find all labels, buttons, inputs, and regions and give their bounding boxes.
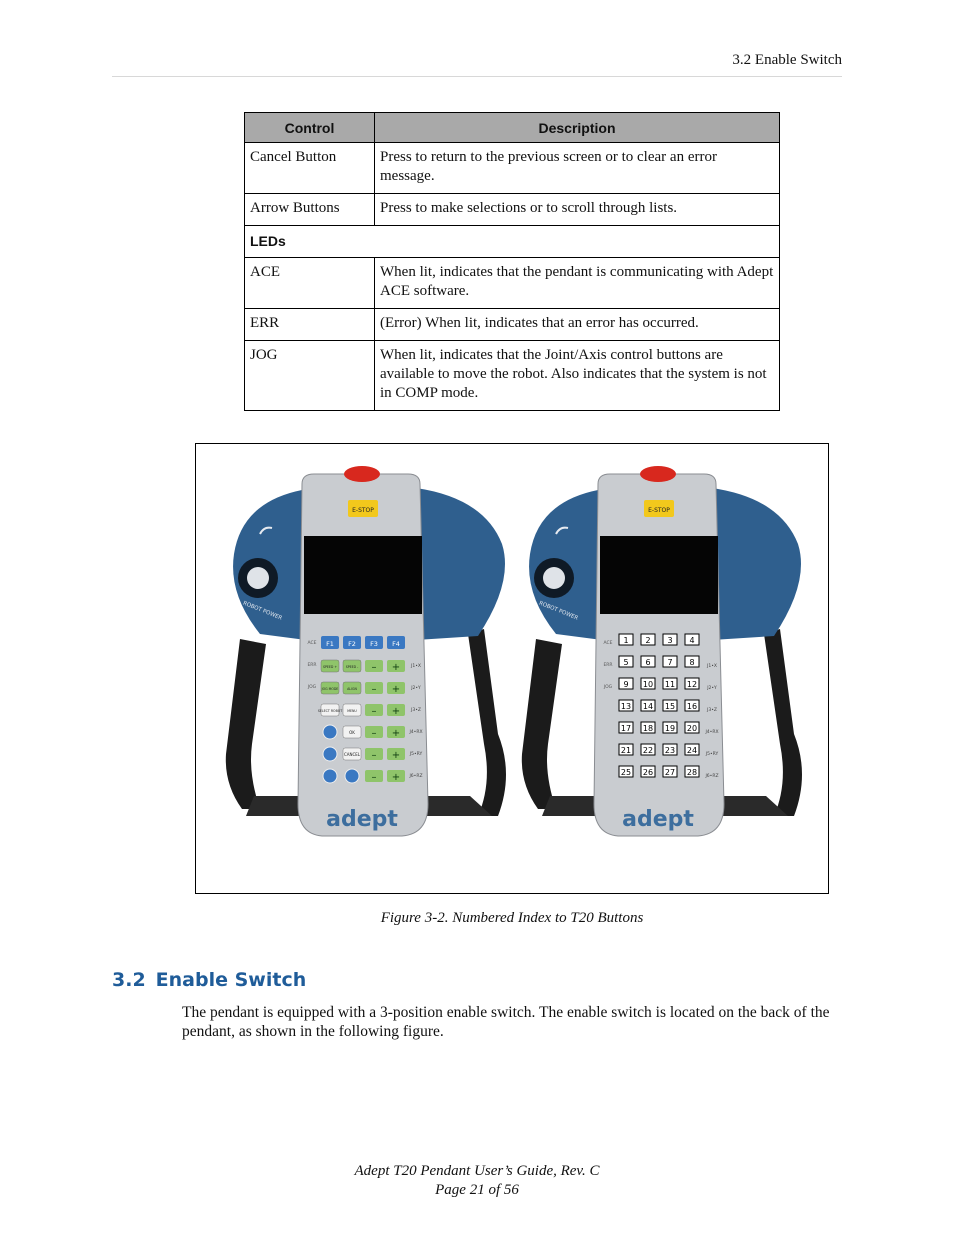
button-number: 4 bbox=[689, 636, 695, 645]
adept-logo: adept bbox=[622, 807, 694, 832]
button-number: 13 bbox=[620, 702, 632, 711]
control-cell: ERR bbox=[245, 309, 375, 341]
arrow-button bbox=[323, 725, 337, 739]
figure-caption: Figure 3-2. Numbered Index to T20 Buttons bbox=[380, 910, 644, 926]
section-number: 3.2 bbox=[112, 969, 146, 991]
section-heading bbox=[112, 969, 306, 991]
cancel-key-label: CANCEL bbox=[343, 752, 361, 757]
button-number: 24 bbox=[686, 746, 698, 755]
jog-minus-label: – bbox=[371, 662, 377, 673]
jog-minus-label: – bbox=[371, 684, 377, 695]
lcd-screen bbox=[600, 536, 718, 614]
table-row bbox=[245, 258, 780, 309]
control-cell: Arrow Buttons bbox=[245, 194, 375, 226]
mode-key-label: MENU bbox=[347, 709, 357, 713]
axis-label: J2•Y bbox=[411, 686, 421, 691]
button-number: 1 bbox=[623, 636, 629, 645]
mode-key-label: SPEED - bbox=[345, 665, 359, 669]
jog-plus-label: + bbox=[391, 706, 401, 717]
strap-right bbox=[468, 629, 506, 816]
table-row bbox=[245, 194, 780, 226]
control-cell: ACE bbox=[245, 258, 375, 309]
pendant-figure bbox=[195, 443, 829, 894]
wing-right bbox=[712, 488, 801, 640]
button-number: 10 bbox=[642, 680, 654, 689]
button-number: 21 bbox=[620, 746, 632, 755]
led-label: JOG bbox=[307, 685, 317, 690]
table-row bbox=[245, 143, 780, 194]
button-number: 14 bbox=[642, 702, 654, 711]
button-number: 28 bbox=[686, 768, 698, 777]
function-key-label: F4 bbox=[392, 640, 400, 648]
description-cell: Press to make selections or to scroll through lists. bbox=[375, 194, 780, 226]
axis-label: J6•RZ bbox=[409, 774, 423, 779]
estop-label: E-STOP bbox=[648, 507, 670, 514]
axis-label: J2•Y bbox=[707, 686, 717, 691]
button-number: 22 bbox=[642, 746, 654, 755]
mode-key-label: ALIGN bbox=[347, 687, 357, 691]
adept-logo: adept bbox=[326, 807, 398, 832]
section-title: Enable Switch bbox=[155, 969, 307, 991]
button-number: 3 bbox=[667, 636, 673, 645]
button-number: 16 bbox=[686, 702, 698, 711]
mode-key-label: JOG MODE bbox=[321, 687, 339, 691]
function-key-label: F2 bbox=[348, 640, 356, 648]
axis-label: J3•Z bbox=[411, 708, 421, 713]
body-paragraph: The pendant is equipped with a 3-position enable switch. The enable switch is located on the back of the pendant, as shown in the following figure. bbox=[182, 1004, 830, 1040]
jog-plus-label: + bbox=[391, 772, 401, 783]
button-number: 17 bbox=[620, 724, 632, 733]
jog-plus-label: + bbox=[391, 750, 401, 761]
mode-key-label: SELECT ROBOT bbox=[317, 709, 343, 713]
strap-left bbox=[522, 639, 562, 809]
axis-label: J5•RY bbox=[409, 752, 423, 757]
button-number: 23 bbox=[664, 746, 676, 755]
axis-label: J5•RY bbox=[705, 752, 719, 757]
button-number: 6 bbox=[645, 658, 651, 667]
button-number: 8 bbox=[689, 658, 695, 667]
robot-power-label: ROBOT POWER bbox=[537, 600, 579, 622]
mode-key-label: SPEED + bbox=[322, 665, 338, 669]
pendant-illustration bbox=[196, 444, 828, 893]
jog-plus-label: + bbox=[391, 662, 401, 673]
estop-button bbox=[344, 466, 380, 482]
controls-table bbox=[244, 112, 780, 411]
footer-page-number: Page 21 of 56 bbox=[435, 1182, 519, 1198]
table-group-row bbox=[245, 226, 780, 258]
pendant-body bbox=[594, 474, 724, 836]
axis-label: J4•RX bbox=[705, 730, 719, 735]
button-number: 15 bbox=[664, 702, 676, 711]
jog-minus-label: – bbox=[371, 772, 377, 783]
button-number: 12 bbox=[686, 680, 698, 689]
leds-group-label: LEDs bbox=[245, 226, 780, 258]
page-footer bbox=[0, 1162, 954, 1200]
function-key-label: F1 bbox=[326, 640, 334, 648]
pendant-numbered bbox=[522, 466, 802, 836]
header-description: Description bbox=[375, 113, 780, 143]
arrow-button bbox=[323, 747, 337, 761]
jog-minus-label: – bbox=[371, 728, 377, 739]
description-cell: Press to return to the previous screen or to clear an error message. bbox=[375, 143, 780, 194]
led-label: ACE bbox=[603, 641, 613, 646]
footer-title: Adept T20 Pendant User’s Guide, Rev. C bbox=[354, 1163, 600, 1179]
lcd-screen bbox=[304, 536, 422, 614]
pendant-body bbox=[298, 474, 428, 836]
arrow-button bbox=[345, 769, 359, 783]
led-label: ERR bbox=[307, 663, 317, 668]
axis-label: J1•X bbox=[411, 664, 421, 669]
axis-label: J1•X bbox=[707, 664, 717, 669]
button-number: 18 bbox=[642, 724, 654, 733]
button-number: 7 bbox=[667, 658, 673, 667]
button-number: 9 bbox=[623, 680, 629, 689]
estop-label: E-STOP bbox=[352, 507, 374, 514]
function-key-label: F3 bbox=[370, 640, 378, 648]
button-number: 20 bbox=[686, 724, 698, 733]
control-cell: Cancel Button bbox=[245, 143, 375, 194]
wing-right bbox=[416, 488, 505, 640]
header-rule bbox=[112, 76, 842, 77]
button-number: 25 bbox=[620, 768, 632, 777]
description-cell: When lit, indicates that the Joint/Axis control buttons are available to move the robot. Also indicates that the system is not in COMP mode. bbox=[375, 341, 780, 411]
header-control: Control bbox=[245, 113, 375, 143]
button-number: 19 bbox=[664, 724, 676, 733]
arrow-button bbox=[323, 769, 337, 783]
robot-power-label: ROBOT POWER bbox=[241, 600, 283, 622]
table-row bbox=[245, 309, 780, 341]
estop-button bbox=[640, 466, 676, 482]
button-number: 27 bbox=[664, 768, 676, 777]
axis-label: J6•RZ bbox=[705, 774, 719, 779]
pendant-labeled bbox=[226, 466, 506, 836]
robot-power-knob-cap bbox=[543, 567, 565, 589]
jog-plus-label: + bbox=[391, 728, 401, 739]
robot-power-knob-cap bbox=[247, 567, 269, 589]
control-cell: JOG bbox=[245, 341, 375, 411]
button-number: 5 bbox=[623, 658, 629, 667]
table-header-row bbox=[245, 113, 780, 143]
table-row bbox=[245, 341, 780, 411]
jog-minus-label: – bbox=[371, 750, 377, 761]
strap-left bbox=[226, 639, 266, 809]
led-label: ERR bbox=[603, 663, 613, 668]
button-number: 11 bbox=[664, 680, 676, 689]
led-label: ACE bbox=[307, 641, 317, 646]
jog-plus-label: + bbox=[391, 684, 401, 695]
ok-key-label: OK bbox=[349, 730, 355, 735]
running-header: 3.2 Enable Switch bbox=[732, 52, 842, 68]
button-number: 2 bbox=[645, 636, 651, 645]
description-cell: When lit, indicates that the pendant is communicating with Adept ACE software. bbox=[375, 258, 780, 309]
button-number: 26 bbox=[642, 768, 654, 777]
axis-label: J4•RX bbox=[409, 730, 423, 735]
jog-minus-label: – bbox=[371, 706, 377, 717]
description-cell: (Error) When lit, indicates that an error has occurred. bbox=[375, 309, 780, 341]
strap-right bbox=[764, 629, 802, 816]
axis-label: J3•Z bbox=[707, 708, 717, 713]
led-label: JOG bbox=[603, 685, 613, 690]
